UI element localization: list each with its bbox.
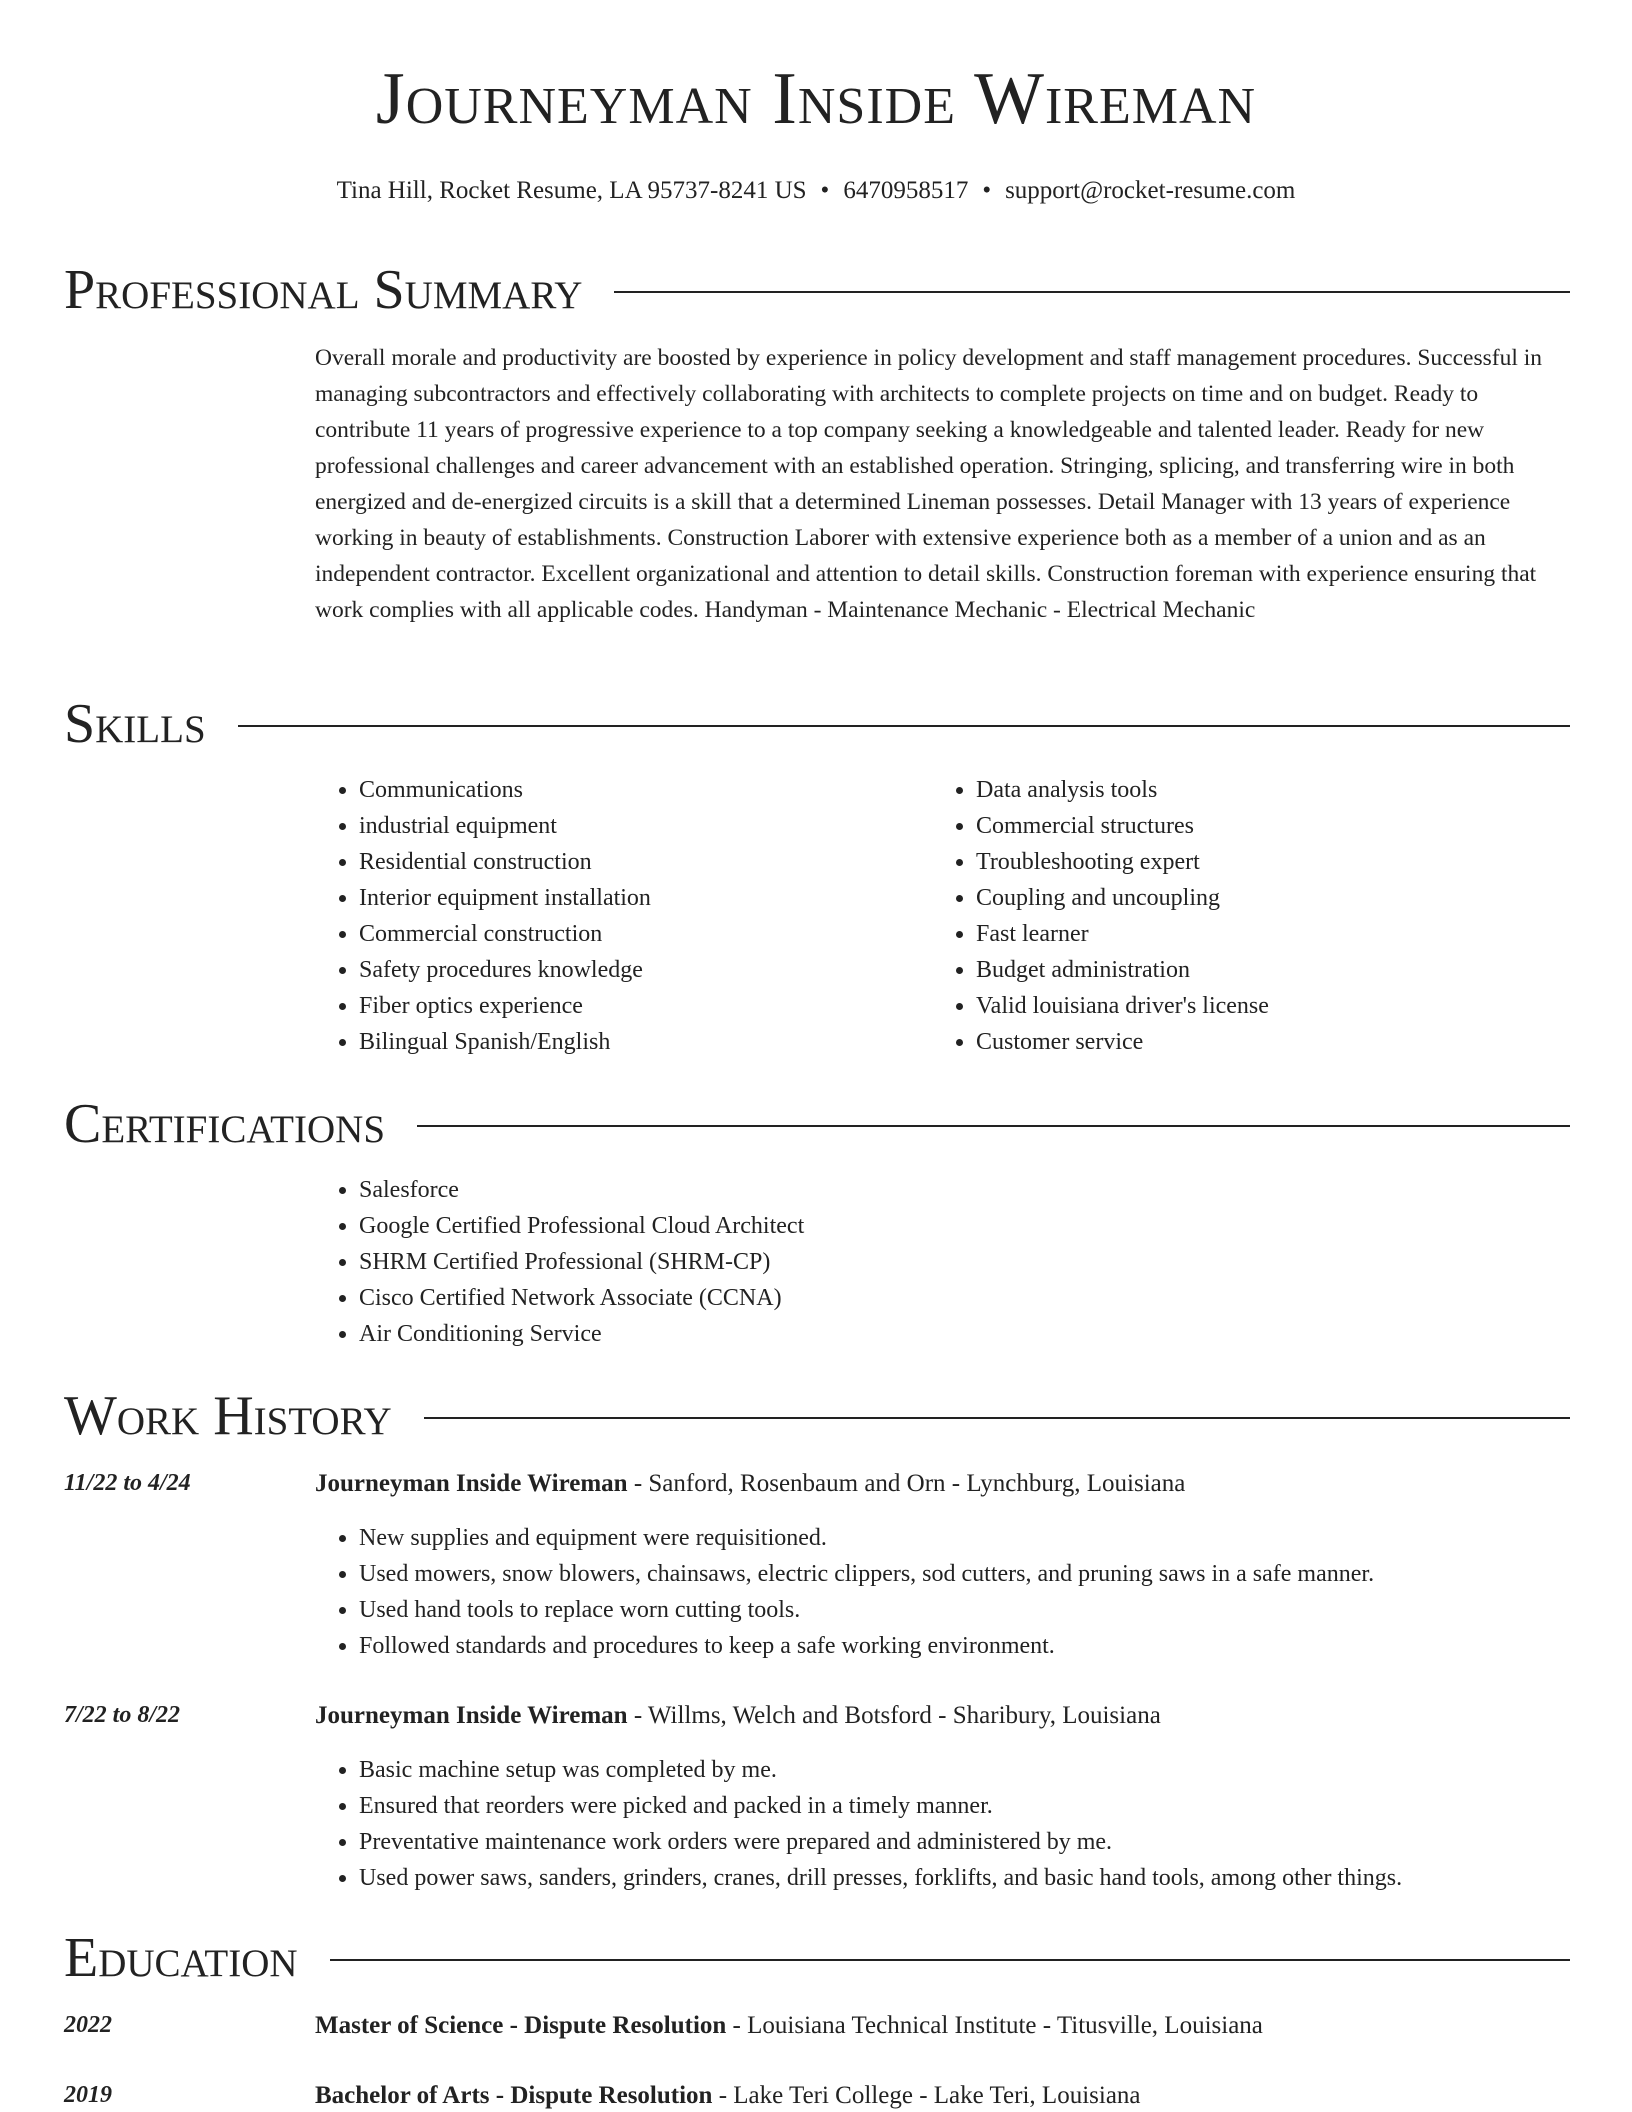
section-divider: [417, 1125, 1570, 1127]
contact-line: [0, 176, 1632, 206]
skill-item: • Bilingual Spanish/English: [359, 1024, 875, 1060]
skill-item: • Residential construction: [359, 844, 875, 880]
certification-item: • Google Certified Professional Cloud Architect: [359, 1208, 1115, 1244]
summary-section-header: [64, 259, 1570, 321]
degree: Bachelor of Arts - Dispute Resolution: [315, 2082, 713, 2109]
work-history-section-header: [64, 1385, 1570, 1447]
work-dates: 7/22 to 8/22: [64, 1702, 181, 1728]
section-divider: [614, 291, 1570, 293]
work-bullets: [315, 1520, 1570, 1664]
skill-item: • Commercial structures: [976, 808, 1492, 844]
skill-item: • Commercial construction: [359, 916, 875, 952]
section-divider: [330, 1959, 1570, 1961]
education-headline: [315, 2012, 1570, 2040]
skill-item: • industrial equipment: [359, 808, 875, 844]
professional-summary-text: Overall morale and productivity are boosted by experience in policy development and staff management procedures. Successful in managing subcontractors and effectively collaborating with architects to complete projects on time and on budget. Ready to contribute 11 years of progressive experience to a top company seeking a knowledgeable and talented leader. Ready for new professional challenges and career advancement with an established operation. Stringing, splicing, and transferring wire in both energized and de-energized circuits is a skill that a determined Lineman possesses. Detail Manager with 13 years of experience working in beauty of establishments. Construction Laborer with extensive experience both as a member of a union and as an independent contractor. Excellent organizational and attention to detail skills. Construction foreman with experience ensuring that work complies with all applicable codes. Handyman - Maintenance Mechanic - Electrical Mechanic: [315, 345, 1543, 623]
degree: Master of Science - Dispute Resolution: [315, 2012, 727, 2039]
skill-item: • Fast learner: [976, 916, 1492, 952]
contact-email: support@rocket-resume.com: [1005, 177, 1296, 204]
candidate-name: Journeyman Inside Wireman: [375, 58, 1257, 140]
contact-phone: 6470958517: [843, 177, 969, 204]
skill-item: • Interior equipment installation: [359, 880, 875, 916]
work-bullet: • Preventative maintenance work orders were prepared and administered by me.: [359, 1824, 1570, 1860]
employer-details: - Sanford, Rosenbaum and Orn - Lynchburg, Louisiana: [627, 1470, 1186, 1497]
skill-item: • Valid louisiana driver's license: [976, 988, 1492, 1024]
certifications-section-title: Certifications: [64, 1093, 386, 1155]
contact-separator: •: [820, 177, 830, 204]
skill-item: • Safety procedures knowledge: [359, 952, 875, 988]
work-dates: 11/22 to 4/24: [64, 1470, 191, 1496]
work-bullet: • Used mowers, snow blowers, chainsaws, electric clippers, sod cutters, and pruning saws in a safe manner.: [359, 1556, 1570, 1592]
skill-item: • Coupling and uncoupling: [976, 880, 1492, 916]
work-bullet: • Used power saws, sanders, grinders, cranes, drill presses, forklifts, and basic hand tools, among other things.: [359, 1860, 1570, 1896]
education-headline: [315, 2082, 1570, 2110]
school-details: - Louisiana Technical Institute - Titusville, Louisiana: [726, 2012, 1263, 2039]
certification-item: • SHRM Certified Professional (SHRM-CP): [359, 1244, 1115, 1280]
contact-separator: •: [982, 177, 992, 204]
work-bullet: • Followed standards and procedures to keep a safe working environment.: [359, 1628, 1570, 1664]
skills-column-left: [315, 772, 875, 1060]
section-divider: [238, 725, 1570, 727]
work-headline: [315, 1702, 1570, 1730]
certification-item: • Cisco Certified Network Associate (CCNA): [359, 1280, 1115, 1316]
certifications-list: [315, 1172, 1115, 1352]
skill-item: • Communications: [359, 772, 875, 808]
job-title: Journeyman Inside Wireman: [315, 1470, 628, 1497]
education-year: 2022: [64, 2012, 112, 2038]
contact-address: Tina Hill, Rocket Resume, LA 95737-8241 US: [336, 177, 807, 204]
work-history-section-title: Work History: [64, 1385, 392, 1447]
skill-item: • Fiber optics experience: [359, 988, 875, 1024]
skill-item: • Troubleshooting expert: [976, 844, 1492, 880]
certification-item: • Salesforce: [359, 1172, 1115, 1208]
work-bullets: [315, 1752, 1570, 1896]
job-title: Journeyman Inside Wireman: [315, 1702, 628, 1729]
skills-section-title: Skills: [64, 693, 206, 755]
certification-item: • Air Conditioning Service: [359, 1316, 1115, 1352]
work-bullet: • New supplies and equipment were requisitioned.: [359, 1520, 1570, 1556]
education-section-header: [64, 1927, 1570, 1989]
skills-column-right: [932, 772, 1492, 1060]
work-bullet: • Ensured that reorders were picked and packed in a timely manner.: [359, 1788, 1570, 1824]
education-year: 2019: [64, 2082, 112, 2108]
skill-item: • Data analysis tools: [976, 772, 1492, 808]
work-headline: [315, 1470, 1570, 1498]
employer-details: - Willms, Welch and Botsford - Sharibury, Louisiana: [627, 1702, 1161, 1729]
skill-item: • Customer service: [976, 1024, 1492, 1060]
certifications-section-header: [64, 1093, 1570, 1155]
summary-section-title: Professional Summary: [64, 259, 583, 321]
skills-section-header: [64, 693, 1570, 755]
work-bullet: • Used hand tools to replace worn cutting tools.: [359, 1592, 1570, 1628]
work-bullet: • Basic machine setup was completed by me.: [359, 1752, 1570, 1788]
school-details: - Lake Teri College - Lake Teri, Louisiana: [712, 2082, 1141, 2109]
education-section-title: Education: [64, 1927, 298, 1989]
skill-item: • Budget administration: [976, 952, 1492, 988]
section-divider: [424, 1417, 1570, 1419]
